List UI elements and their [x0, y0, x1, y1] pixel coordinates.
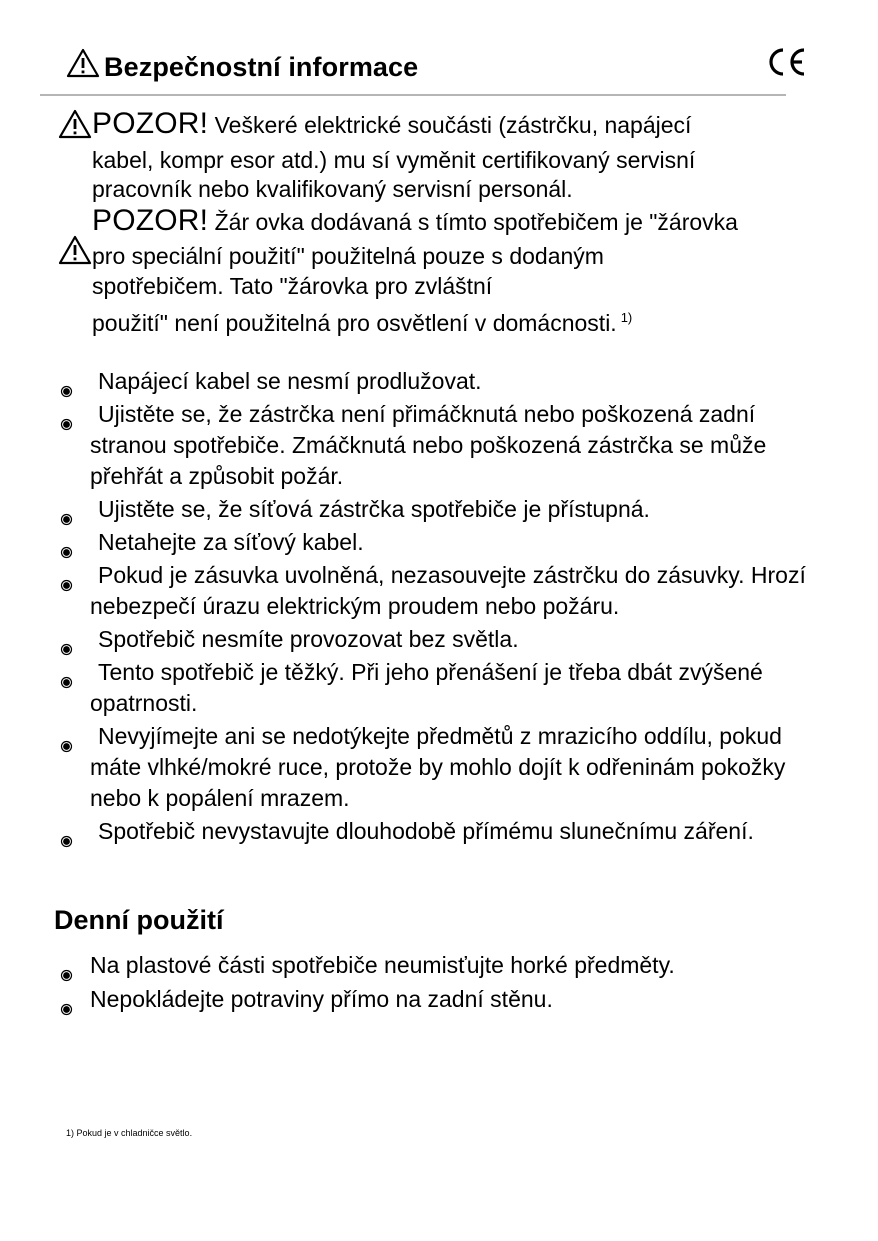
warning-block-1	[58, 108, 818, 208]
list-item: Nepokládejte potraviny přímo na zadní stěnu.	[58, 984, 838, 1015]
list-item: Spotřebič nevystavujte dlouhodobě přímému slunečnímu záření.	[58, 816, 838, 847]
warning-2-line-3: spotřebičem. Tato "žárovka pro zvláštní	[92, 273, 493, 299]
list-item: Netahejte za síťový kabel.	[58, 527, 838, 558]
section-title-daily-use: Denní použití	[54, 905, 224, 935]
warning-triangle-icon	[58, 235, 92, 273]
list-item: Ujistěte se, že síťová zástrčka spotřebiče je přístupná.	[58, 494, 838, 525]
bullet-icon	[60, 959, 73, 972]
list-item: Tento spotřebič je těžký. Při jeho přenášení je třeba dbát zvýšené opatrnosti.	[58, 657, 838, 719]
warning-2-line-4: použití" není použitelná pro osvětlení v domácnosti. $^{1)}$	[92, 310, 633, 336]
bullet-icon	[60, 569, 73, 582]
warning-triangle-icon	[66, 48, 100, 83]
warning-1-label: POZOR!	[92, 107, 209, 140]
daily-use-bullet-list	[58, 950, 838, 1015]
warning-1-line-2: kabel, kompr esor atd.) mu sí vyměnit certifikovaný servisní	[92, 147, 696, 173]
page-title: Bezpečnostní informace	[104, 52, 419, 82]
bullet-icon	[60, 536, 73, 549]
header-divider	[40, 94, 786, 96]
page-header	[66, 44, 826, 88]
bullet-icon	[60, 375, 73, 388]
warning-triangle-icon	[58, 109, 92, 147]
list-item: Ujistěte se, že zástrčka není přimáčknutá nebo poškozená zadní stranou spotřebiče. Zmáčknutá nebo poškozená zástrčka se může přehřát a způsobit požár.	[58, 399, 838, 492]
list-item: Na plastové části spotřebiče neumisťujte horké předměty.	[58, 950, 838, 981]
bullet-icon	[60, 633, 73, 646]
list-item: Napájecí kabel se nesmí prodlužovat.	[58, 366, 838, 397]
bullet-icon	[60, 503, 73, 516]
list-item: Nevyjímejte ani se nedotýkejte předmětů z mrazicího oddílu, pokud máte vlhké/mokré ruce, protože by mohlo dojít k odřeninám pokožky nebo k popálení mrazem.	[58, 721, 838, 814]
list-item: Spotřebič nesmíte provozovat bez světla.	[58, 624, 838, 655]
footnote-reference: 1)	[620, 310, 633, 325]
bullet-icon	[60, 825, 73, 838]
safety-bullet-list	[58, 366, 838, 847]
bullet-icon	[60, 730, 73, 743]
bullet-icon	[60, 408, 73, 421]
warning-1-line-1: POZOR! Veškeré elektrické součásti (zástrčku, napájecí	[92, 107, 692, 140]
warning-1-line-3: pracovník nebo kvalifikovaný servisní personál.	[92, 176, 573, 202]
footnote: 1) Pokud je v chladničce světlo.	[66, 1128, 193, 1138]
warning-2-line-2: pro speciální použití" použitelná pouze s dodaným	[92, 243, 604, 269]
ce-mark-logo	[764, 44, 808, 80]
warning-block-2	[58, 205, 818, 335]
bullet-icon	[60, 666, 73, 679]
bullet-icon	[60, 993, 73, 1006]
warning-2-line-1: POZOR! Žár ovka dodávaná s tímto spotřebičem je "žárovka	[92, 204, 738, 237]
warning-2-label: POZOR!	[92, 204, 209, 237]
list-item: Pokud je zásuvka uvolněná, nezasouvejte zástrčku do zásuvky. Hrozí nebezpečí úrazu elektrickým proudem nebo požáru.	[58, 560, 838, 622]
